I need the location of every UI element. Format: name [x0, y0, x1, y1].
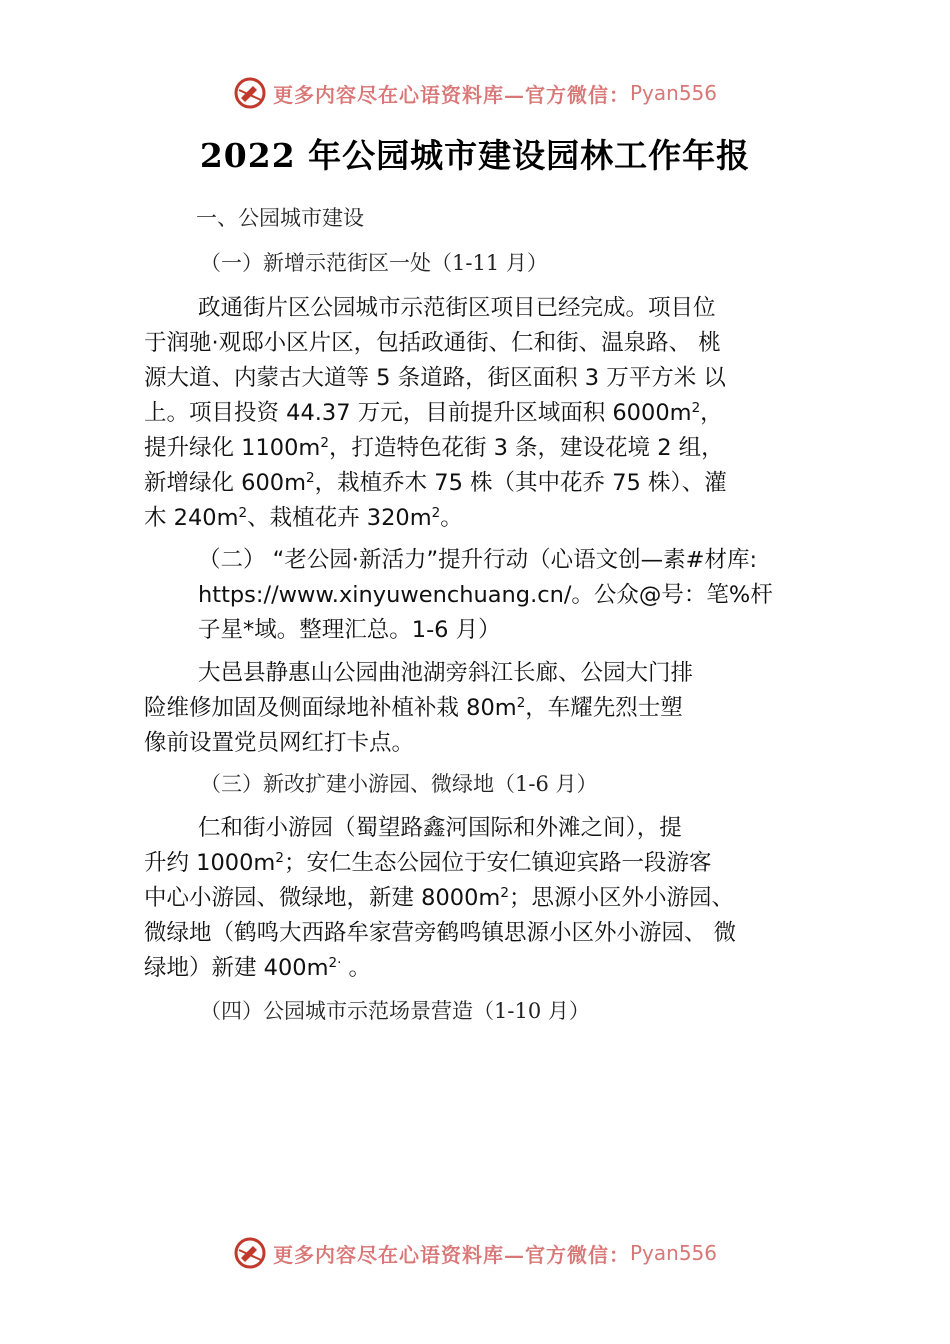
footer-banner — [0, 1233, 950, 1273]
paragraph-3-line: 升约 $1000m^2$；安仁生态公园位于安仁镇迎宾路一段游客 — [144, 849, 712, 876]
document-title: 2022 年公园城市建设园林工作年报 — [199, 136, 751, 175]
paragraph-1-line: 上。项目投资 44.37 万元，目前提升区域面积 $6000m^2$， — [144, 399, 723, 426]
subsection-heading-2-line: 子星*域。整理汇总。1-6 月） — [198, 617, 501, 643]
paragraph-1-line: 木 $240m^2$、栽植花卉 $320m^2$。 — [144, 504, 463, 531]
subsection-heading-3: （三）新改扩建小游园、微绿地（1-6 月） — [200, 772, 598, 796]
paragraph-3-line: 绿地）新建 $400m^{2\cdot}$ 。 — [144, 954, 372, 981]
banner-wechat-handle: Pyan556 — [629, 1241, 717, 1265]
banner-text: 更多内容尽在心语资料库—官方微信： — [272, 1242, 630, 1267]
paragraph-1-line: 提升绿化 $1100m^2$，打造特色花街 3 条，建设花境 2 组， — [144, 434, 724, 461]
banner-wechat-handle: Pyan556 — [629, 81, 717, 105]
paragraph-2-line: 像前设置党员网红打卡点。 — [144, 730, 415, 756]
paragraph-1-line: 源大道、内蒙古大道等 5 条道路，街区面积 3 万平方米 以 — [144, 365, 726, 391]
paragraph-3-line: 中心小游园、微绿地，新建 $8000m^2$；思源小区外小游园、 — [144, 884, 734, 911]
paragraph-1-line: 政通街片区公园城市示范街区项目已经完成。项目位 — [198, 295, 716, 321]
paragraph-2-line: 险维修加固及侧面绿地补植补栽 $80m^2$，车耀先烈士塑 — [144, 694, 683, 721]
paragraph-1-line: 新增绿化 $600m^2$，栽植乔木 75 株（其中花乔 75 株）、灌 — [144, 469, 727, 496]
subsection-heading-4: （四）公园城市示范场景营造（1-10 月） — [200, 999, 590, 1023]
subsection-heading-2: （二） “老公园·新活力”提升行动（心语文创—素#材库: — [198, 547, 758, 573]
subsection-heading-1: （一）新增示范街区一处（1-11 月） — [200, 251, 548, 275]
paragraph-3-line: 仁和街小游园（蜀望路鑫河国际和外滩之间），提 — [198, 815, 682, 841]
subsection-heading-2-line: https://www.xinyuwenchuang.cn/。公众@号：笔%杆 — [198, 582, 773, 608]
paragraph-2-line: 大邑县静惠山公园曲池湖旁斜江长廊、公园大门排 — [198, 660, 694, 686]
section-heading: 一、公园城市建设 — [196, 206, 364, 230]
paragraph-1-line: 于润驰·观邸小区片区，包括政通街、仁和街、温泉路、 桃 — [144, 330, 721, 356]
library-logo-icon — [233, 76, 267, 110]
paragraph-3-line: 微绿地（鹤鸣大西路牟家营旁鹤鸣镇思源小区外小游园、 微 — [144, 920, 737, 946]
library-logo-icon — [233, 1236, 267, 1270]
banner-text: 更多内容尽在心语资料库—官方微信： — [272, 82, 630, 107]
header-banner — [0, 73, 950, 113]
